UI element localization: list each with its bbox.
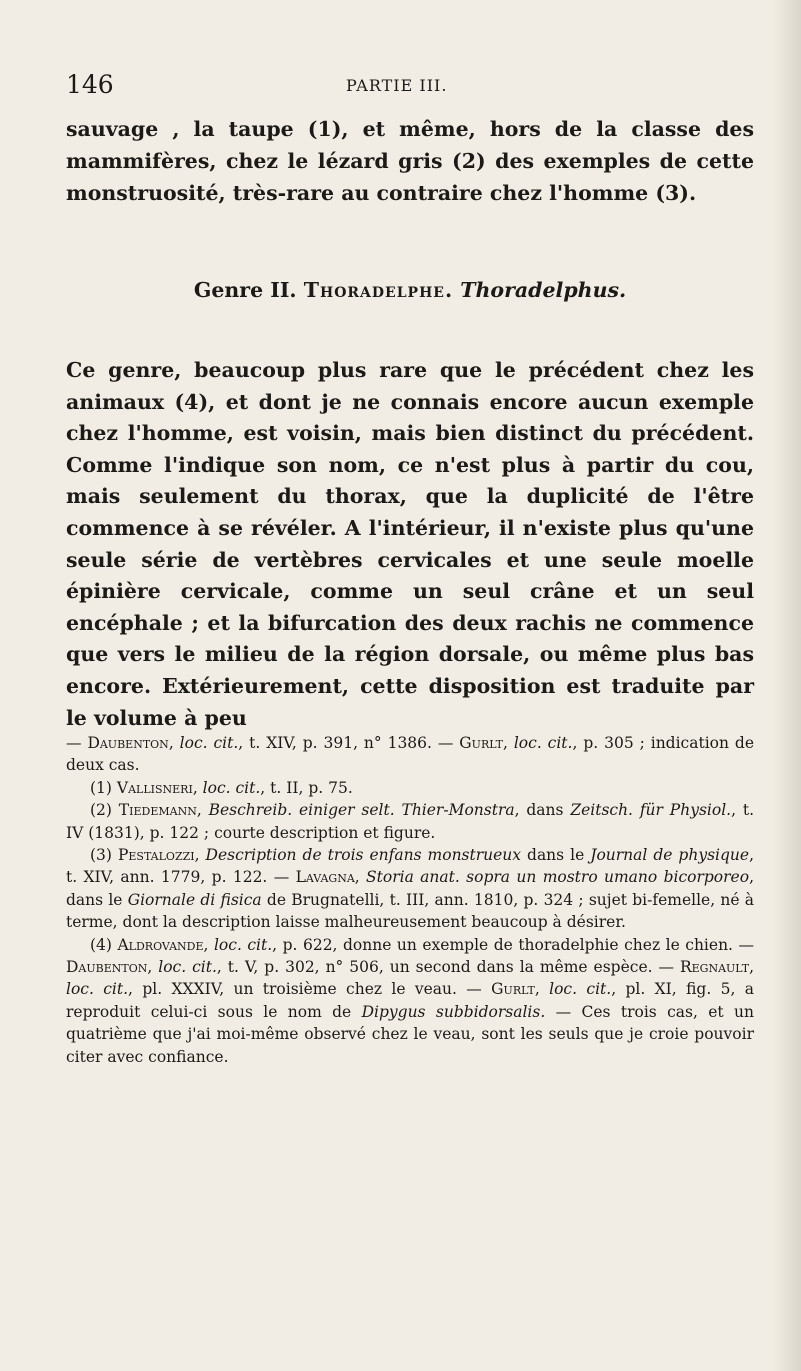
paragraph-1: sauvage , la taupe (1), et même, hors de la classe des mammifères, chez le lézard gris (2) des exemples de cette monstruosité, très-rare au contraire chez l'homme (3). [66,117,754,205]
page-number: 146 [66,70,114,99]
page-header [66,70,752,110]
paragraph-continuation [66,113,754,209]
genre-latin-name: Thoradelphus. [460,278,627,302]
genre-number: Genre II. [193,278,297,302]
footnote-1: (1) Vallisneri, loc. cit., t. II, p. 75. [90,778,353,797]
footnote-3: (3) Pestalozzi, Description de trois enfans monstrueux dans le Journal de physique, t. XIV, ann. 1779, p. 122. — Lavagna, Storia anat. sopra un mostro umano bicorporeo, dans le Giornale di fisica de Brugnatelli, t. III, ann. 1810, p. 324 ; sujet bi-femelle, né à terme, dont la description laisse malheureusement beaucoup à désirer. [66,846,755,932]
footnote-2: (2) Tiedemann, Beschreib. einiger selt. Thier-Monstra, dans Zeitsch. für Physiol., t. IV (1831), p. 122 ; courte description et figure. [66,801,754,842]
paragraph-genre-description [66,355,754,734]
footnotes [66,732,754,1068]
running-head: PARTIE III. [346,76,448,95]
paragraph-2: Ce genre, beaucoup plus rare que le précédent chez les animaux (4), et dont je ne connais encore aucun exemple chez l'homme, est voisin, mais bien distinct du précédent. Comme l'indique son nom, ce n'est plus à partir du cou, mais seulement du thorax, que la duplicité de l'être commence à se révéler. A l'intérieur, il n'existe plus qu'une seule série de vertèbres cervicales et une seule moelle épinière cervicale, comme un seul crâne et un seul encéphale ; et la bifurcation des deux rachis ne commence que vers le milieu de la région dorsale, ou même plus bas encore. Extérieurement, cette disposition est traduite par le volume à peu [66,358,754,730]
section-heading [66,278,754,302]
page-edge-shadow [773,0,801,1371]
footnote-continuation: — Daubenton, loc. cit., t. XIV, p. 391, n° 1386. — Gurlt, loc. cit., p. 305 ; indication de deux cas. [66,734,755,775]
genre-name: Thoradelphe. [303,278,454,302]
footnote-4: (4) Aldrovande, loc. cit., p. 622, donne un exemple de thoradelphie chez le chien. — Daubenton, loc. cit., t. V, p. 302, n° 506, un second dans la même espèce. — Regnault, loc. cit., pl. XXXIV, un troisième chez le veau. — Gurlt, loc. cit., pl. XI, fig. 5, a reproduit celui-ci sous le nom de Dipygus subbidorsalis. — Ces trois cas, et un quatrième que j'ai moi-même observé chez le veau, sont les seuls que je croie pouvoir citer avec confiance. [66,935,754,1066]
